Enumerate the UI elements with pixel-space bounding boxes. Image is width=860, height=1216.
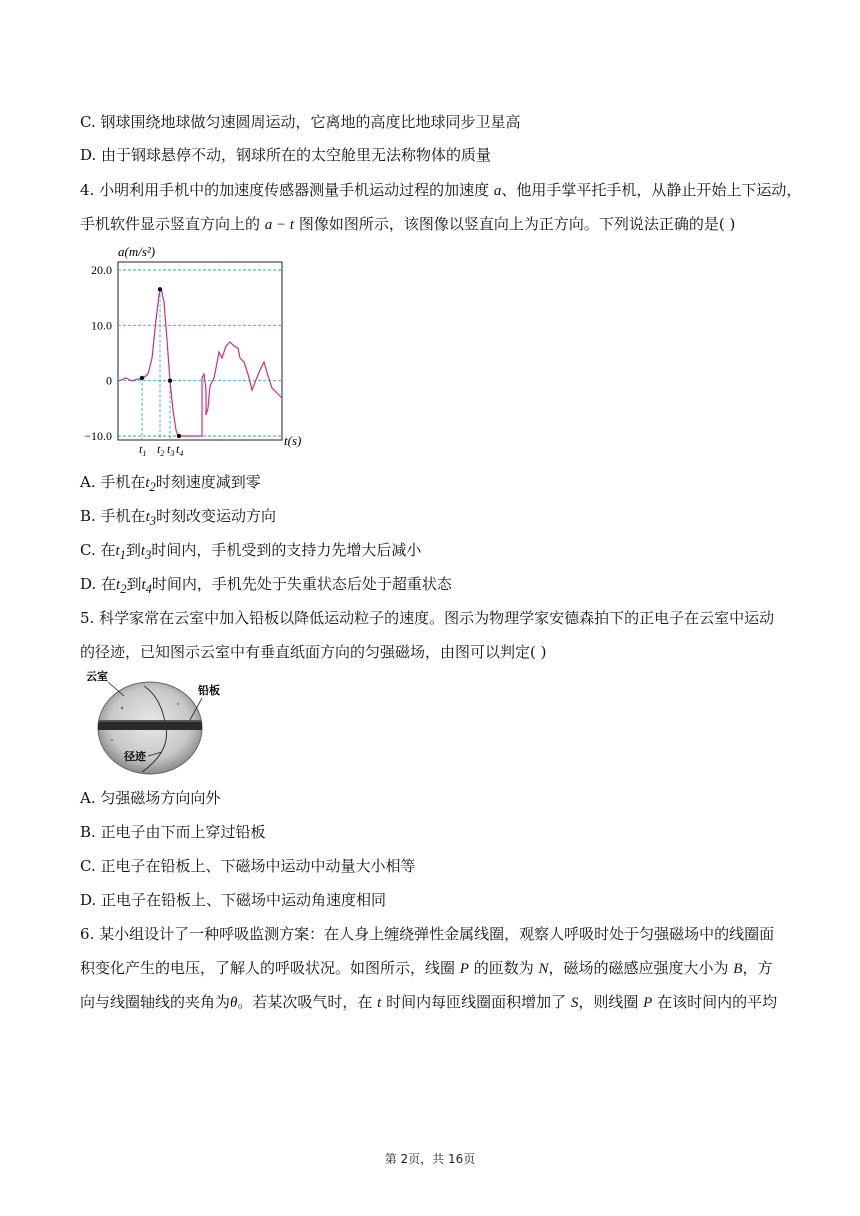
q5-option-c: C. 正电子在铅板上、下磁场中运动中动量大小相等 <box>80 857 416 875</box>
q5-option-a: A. 匀强磁场方向向外 <box>80 789 221 807</box>
chart-frame <box>118 262 282 440</box>
q5-stem-line2: 的径迹，已知图示云室中有垂直纸面方向的匀强磁场，由图可以判定( ) <box>80 643 547 661</box>
chart-xtick-labels <box>139 442 183 458</box>
label-cloud-chamber: 云室 <box>86 671 108 683</box>
q4-stem-line2: 手机软件显示竖直方向上的 a − t 图像如图所示，该图像以竖直向上为正方向。下列说法正确的是( ) <box>80 215 736 233</box>
xtick-label-t1: $t_1$ <box>139 442 147 458</box>
ytick-label: 10.0 <box>91 318 112 333</box>
chart-ytick-labels <box>84 263 112 443</box>
label-lead-plate: 铅板 <box>198 685 220 697</box>
chart-ylabel: a(m/s²) <box>118 244 156 259</box>
point-t4 <box>177 434 181 438</box>
ytick-label: 0 <box>106 373 112 388</box>
page-footer: 第 2页，共 16页 <box>384 1152 476 1166</box>
acceleration-curve <box>118 288 282 436</box>
ytick-label: −10.0 <box>84 429 112 443</box>
point-t3 <box>168 378 172 382</box>
xtick-label-t2: $t_2$ <box>157 442 165 458</box>
q6-stem-line2: 积变化产生的电压，了解人的呼吸状况。如图所示，线圈 P 的匝数为 N，磁场的磁感应强度大小为 B，方 <box>80 959 773 977</box>
xtick-label-t4: $t_4$ <box>176 442 184 458</box>
q4-option-a: A. 手机在$t_2$时刻速度减到零 <box>80 473 261 494</box>
q4-stem-line1: 4. 小明利用手机中的加速度传感器测量手机运动过程的加速度 a、他用手掌平托手机，从静止开始上下运动， <box>80 181 802 199</box>
q4-acceleration-chart <box>76 240 316 460</box>
q6-stem-line1: 6. 某小组设计了一种呼吸监测方案：在人身上缠绕弹性金属线圈，观察人呼吸时处于匀强磁场中的线圈面 <box>80 925 775 943</box>
point-t2 <box>158 287 162 291</box>
q3-option-c: C. 钢球围绕地球做匀速圆周运动，它离地的高度比地球同步卫星高 <box>80 113 521 131</box>
q4-option-b: B. 手机在$t_3$时刻改变运动方向 <box>80 507 276 528</box>
q4-option-d: D. 在$t_2$到$t_4$时间内，手机先处于失重状态后处于超重状态 <box>80 575 452 596</box>
chart-grid <box>118 270 282 436</box>
q4-option-c: C. 在$t_1$到$t_3$时间内，手机受到的支持力先增大后减小 <box>80 541 422 562</box>
q5-stem-line1: 5. 科学家常在云室中加入铅板以降低运动粒子的速度。图示为物理学家安德森拍下的正电子在云室中运动 <box>80 609 775 627</box>
q6-stem-line3: 向与线圈轴线的夹角为θ。若某次吸气时，在 t 时间内每匝线圈面积增加了 S，则线圈 P 在该时间内的平均 <box>80 993 778 1011</box>
q3-option-d: D. 由于钢球悬停不动，钢球所在的太空舱里无法称物体的质量 <box>80 146 492 164</box>
q5-cloud-chamber-figure <box>82 668 232 780</box>
q5-option-d: D. 正电子在铅板上、下磁场中运动角速度相同 <box>80 891 387 909</box>
point-t1 <box>140 376 144 380</box>
chart-marked-points <box>140 287 181 440</box>
lead-plate <box>92 722 212 730</box>
xtick-label-t3: $t_3$ <box>167 442 175 458</box>
ytick-label: 20.0 <box>91 263 112 277</box>
chart-xlabel: t(s) <box>284 433 302 448</box>
q5-option-b: B. 正电子由下而上穿过铅板 <box>80 823 266 841</box>
label-track: 径迹 <box>124 751 146 763</box>
